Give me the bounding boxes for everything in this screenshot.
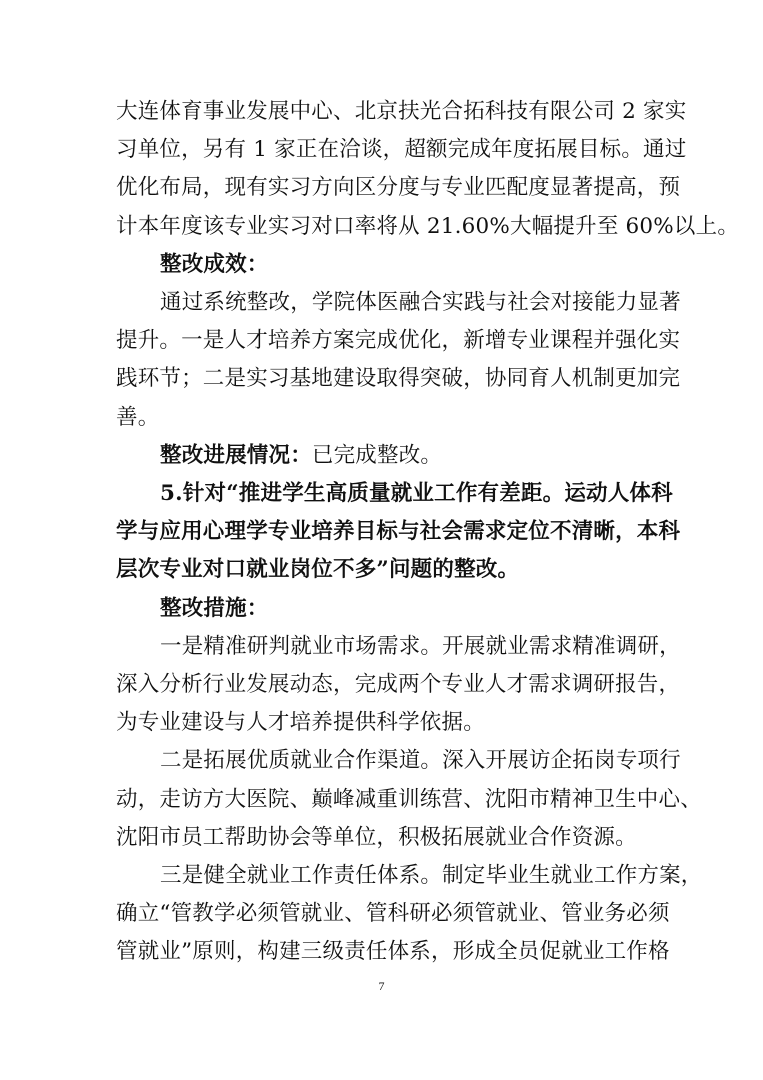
body-line-21: 沈阳市员工帮助协会等单位，积极拓展就业合作资源。	[116, 824, 637, 850]
body-line-20: 动，走访方大医院、巅峰减重训练营、沈阳市精神卫生中心、	[116, 786, 702, 812]
body-line-17: 深入分析行业发展动态，完成两个专业人才需求调研报告，	[116, 672, 681, 697]
body-line-3: 优化布局，现有实习方向区分度与专业匹配度显著提高，预	[116, 175, 681, 201]
body-line-19: 二是拓展优质就业合作渠道。深入开展访企拓岗专项行	[160, 748, 681, 774]
body-line-2: 习单位，另有 1 家正在洽谈，超额完成年度拓展目标。通过	[116, 137, 687, 163]
body-line-7: 提升。一是人才培养方案完成优化，新增专业课程并强化实	[116, 328, 681, 354]
body-line-23: 确立“管教学必须管就业、管科研必须管就业、管业务必须	[116, 901, 670, 927]
body-line-6: 通过系统整改，学院体医融合实践与社会对接能力显著	[160, 290, 681, 315]
progress-line	[160, 441, 442, 471]
body-line-8: 践环节；二是实习基地建设取得突破，协同育人机制更加完	[116, 366, 681, 392]
section-heading-measures: 整改措施：	[160, 595, 269, 621]
body-line-22: 三是健全就业工作责任体系。制定毕业生就业工作方案，	[160, 863, 703, 888]
issue-heading-line-3: 层次专业对口就业岗位不多”问题的整改。	[116, 557, 520, 583]
body-line-24: 管就业”原则，构建三级责任体系，形成全员促就业工作格	[116, 939, 670, 965]
progress-value: 已完成整改。	[311, 442, 443, 468]
progress-label: 整改进展情况：	[160, 442, 312, 468]
body-line-9: 善。	[116, 404, 160, 430]
page-number: 7	[378, 979, 385, 994]
section-heading-results: 整改成效：	[160, 251, 269, 277]
body-line-1: 大连体育事业发展中心、北京扶光合拓科技有限公司 2 家实	[116, 99, 687, 124]
body-line-4: 计本年度该专业实习对口率将从 21.60%大幅提升至 60%以上。	[116, 213, 740, 239]
issue-heading-line-1: 5.针对“推进学生高质量就业工作有差距。运动人体科	[160, 481, 673, 506]
body-line-16: 一是精准研判就业市场需求。开展就业需求精准调研，	[160, 633, 681, 659]
issue-heading-line-2: 学与应用心理学专业培养目标与社会需求定位不清晰，本科	[116, 519, 681, 545]
body-line-18: 为专业建设与人才培养提供科学依据。	[116, 710, 485, 736]
